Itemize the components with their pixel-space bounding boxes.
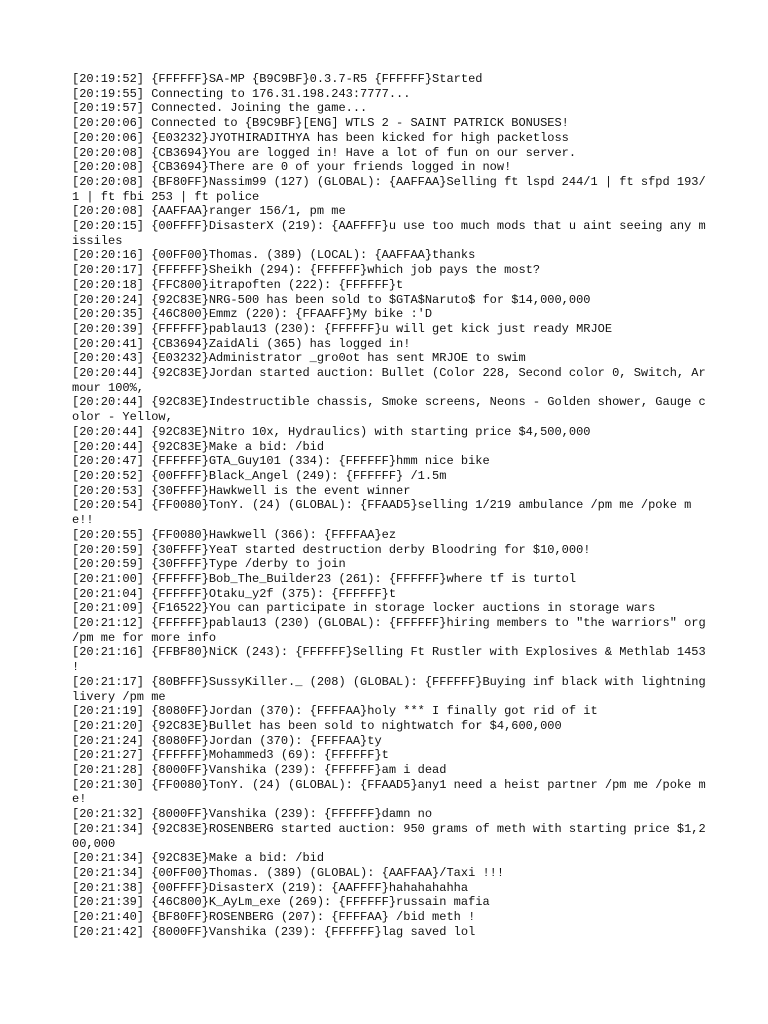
log-line: [20:20:16] {00FF00}Thomas. (389) (LOCAL): {AAFFAA}thanks [72,248,476,263]
log-line: [20:20:53] {30FFFF}Hawkwell is the event winner [72,483,411,498]
log-line: [20:20:43] {E03232}Administrator _gro0ot has sent MRJOE to swim [72,351,526,366]
log-line: [20:21:12] {FFFFFF}pablau13 (230) (GLOBAL): {FFFFFF}hiring members to "the warriors" org /pm me for more info [72,616,713,645]
log-line: [20:20:44] {92C83E}Nitro 10x, Hydraulics) with starting price $4,500,000 [72,424,591,439]
log-line: [20:20:06] {E03232}JYOTHIRADITHYA has been kicked for high packetloss [72,130,569,145]
log-line: [20:21:34] {00FF00}Thomas. (389) (GLOBAL): {AAFFAA}/Taxi !!! [72,865,505,880]
log-line: [20:20:54] {FF0080}TonY. (24) (GLOBAL): {FFAAD5}selling 1/219 ambulance /pm me /poke me!! [72,498,692,528]
log-line: [20:21:19] {8080FF}Jordan (370): {FFFFAA}holy *** I finally got rid of it [72,704,598,719]
log-line: [20:20:44] {92C83E}Make a bid: /bid [72,439,325,454]
log-line: [20:20:17] {FFFFFF}Sheikh (294): {FFFFFF}which job pays the most? [72,263,541,278]
log-line: [20:20:06] Connected to {B9C9BF}[ENG] WTLS 2 - SAINT PATRICK BONUSES! [72,116,569,131]
log-line: [20:20:08] {AAFFAA}ranger 156/1, pm me [72,204,346,219]
log-line: [20:20:08] {CB3694}You are logged in! Have a lot of fun on our server. [72,145,577,160]
log-line: [20:21:09] {F16522}You can participate in storage locker auctions in storage wars [72,601,656,616]
log-line: [20:20:39] {FFFFFF}pablau13 (230): {FFFFFF}u will get kick just ready MRJOE [72,321,613,336]
log-line: [20:21:39] {46C800}K_AyLm_exe (269): {FFFFFF}russain mafia [72,895,490,910]
chat-log-document [72,72,712,939]
log-line: [20:20:41] {CB3694}ZaidAli (365) has logged in! [72,336,411,351]
log-line: [20:20:44] {92C83E}Jordan started auction: Bullet (Color 228, Second color 0, Switch, Armour 100%, [72,366,706,395]
log-line: [20:20:59] {30FFFF}YeaT started destruction derby Bloodring for $10,000! [72,542,591,557]
log-line: [20:21:30] {FF0080}TonY. (24) (GLOBAL): {FFAAD5}any1 need a heist partner /pm me /poke me! [72,777,706,807]
log-line: [20:20:35] {46C800}Emmz (220): {FFAAFF}My bike :'D [72,307,433,322]
log-line: [20:21:34] {92C83E}ROSENBERG started auction: 950 grams of meth with starting price $1,200,000 [72,821,706,851]
log-line: [20:21:28] {8000FF}Vanshika (239): {FFFFFF}am i dead [72,763,447,778]
log-line: [20:20:15] {00FFFF}DisasterX (219): {AAFFFF}u use too much mods that u aint seeing any missiles [72,219,706,248]
log-line: [20:20:52] {00FFFF}Black_Angel (249): {FFFFFF} /1.5m [72,468,447,483]
log-line: [20:19:57] Connected. Joining the game... [72,101,368,116]
log-line: [20:21:34] {92C83E}Make a bid: /bid [72,851,325,866]
log-line: [20:21:20] {92C83E}Bullet has been sold to nightwatch for $4,600,000 [72,718,562,733]
log-line: [20:20:08] {CB3694}There are 0 of your friends logged in now! [72,160,512,175]
log-line: [20:21:27] {FFFFFF}Mohammed3 (69): {FFFFFF}t [72,748,389,763]
log-line: [20:21:04] {FFFFFF}Otaku_y2f (375): {FFFFFF}t [72,586,397,601]
log-line: [20:20:59] {30FFFF}Type /derby to join [72,557,346,572]
log-line: [20:20:47] {FFFFFF}GTA_Guy101 (334): {FFFFFF}hmm nice bike [72,454,490,469]
log-line: [20:19:52] {FFFFFF}SA-MP {B9C9BF}0.3.7-R5 {FFFFFF}Started [72,72,483,86]
log-line: [20:20:18] {FFC800}itrapoften (222): {FFFFFF}t [72,277,404,292]
log-line: [20:20:24] {92C83E}NRG-500 has been sold to $GTA$Naruto$ for $14,000,000 [72,292,591,307]
log-line: [20:20:44] {92C83E}Indestructible chassis, Smoke screens, Neons - Golden shower, Gauge color - Yellow, [72,395,706,425]
log-line: [20:20:08] {BF80FF}Nassim99 (127) (GLOBAL): {AAFFAA}Selling ft lspd 244/1 | ft sfpd 193/1 | ft fbi 253 | ft police [72,174,706,204]
log-line: [20:21:38] {00FFFF}DisasterX (219): {AAFFFF}hahahahahha [72,880,469,895]
log-line: [20:19:55] Connecting to 176.31.198.243:7777... [72,86,411,101]
log-line: [20:21:16] {FFBF80}NiCK (243): {FFFFFF}Selling Ft Rustler with Explosives & Methlab 1453 ! [72,645,713,675]
log-line: [20:21:32] {8000FF}Vanshika (239): {FFFFFF}damn no [72,807,433,822]
log-line: [20:21:24] {8080FF}Jordan (370): {FFFFAA}ty [72,733,382,748]
log-line: [20:20:55] {FF0080}Hawkwell (366): {FFFFAA}ez [72,527,397,542]
log-line: [20:21:00] {FFFFFF}Bob_The_Builder23 (261): {FFFFFF}where tf is turtol [72,571,577,586]
log-line: [20:21:42] {8000FF}Vanshika (239): {FFFFFF}lag saved lol [72,924,476,939]
log-line: [20:21:17] {80BFFF}SussyKiller._ (208) (GLOBAL): {FFFFFF}Buying inf black with lightning livery /pm me [72,674,713,704]
log-line: [20:21:40] {BF80FF}ROSENBERG (207): {FFFFAA} /bid meth ! [72,910,476,925]
